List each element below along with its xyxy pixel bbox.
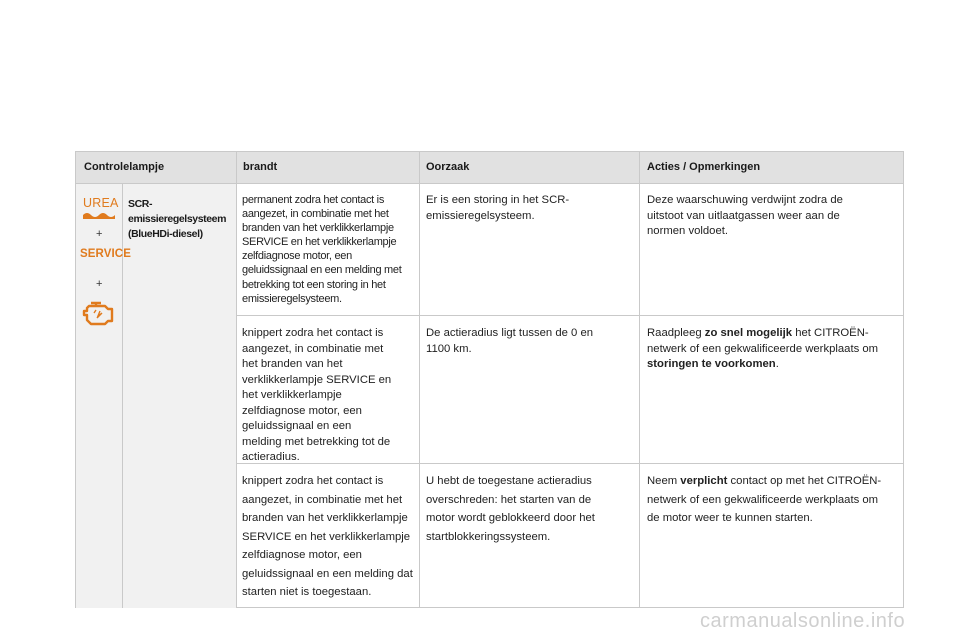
header-acties: Acties / Opmerkingen [647, 161, 761, 173]
header-controlelampje: Controlelampje [84, 161, 165, 173]
system-name: SCR-emissieregelsysteem (BlueHDi-diesel) [128, 198, 227, 240]
row3-oorzaak: U hebt de toegestane actieradius overschreden: het starten van de motor wordt geblokkeerd door het startblokkeringssysteem. [426, 475, 595, 543]
watermark: carmanualsonline.info [700, 610, 906, 632]
row2-oorzaak: De actieradius ligt tussen de 0 en 1100 km. [426, 327, 594, 355]
plus-sign: + [96, 278, 103, 290]
row2-brandt: knippert zodra het contact is aangezet, in combinatie met het branden van het verklikkerlampje SERVICE en het verklikkerlampje zelfdiagnose motor, een geluidssignaal en een melding met betrekking tot de actieradius. [242, 327, 392, 463]
header-brandt: brandt [243, 161, 278, 173]
row1-brandt: permanent zodra het contact is aangezet, in combinatie met het branden van het verklikkerlampje SERVICE en het verklikkerlampje zelfdiagnose motor, een geluidssignaal en een melding met betrekking tot een storing in het emissieregelsysteem. [242, 194, 402, 305]
row1-oorzaak: Er is een storing in het SCR-emissieregelsysteem. [426, 194, 570, 222]
urea-wave-icon [83, 211, 115, 219]
engine-check-icon [82, 298, 118, 326]
table-header-row [76, 152, 903, 184]
row3-brandt: knippert zodra het contact is aangezet, in combinatie met het branden van het verklikkerlampje SERVICE en het verklikkerlampje zelfdiagnose motor, een geluidssignaal en een melding dat starten niet is toegestaan. [242, 475, 413, 598]
row3-acties: Neem verplicht contact op met het CITROËN-netwerk of een gekwalificeerde werkplaats om de motor weer te kunnen starten. [647, 475, 882, 524]
row1-acties: Deze waarschuwing verdwijnt zodra de uitstoot van uitlaatgassen weer aan de normen voldoet. [647, 194, 843, 237]
plus-sign: + [96, 228, 103, 240]
urea-icon: UREA [83, 196, 119, 210]
warning-lights-table [75, 151, 904, 608]
system-name-column [122, 184, 236, 608]
row2-acties: Raadpleeg zo snel mogelijk het CITROËN-netwerk of een gekwalificeerde werkplaats om storingen te voorkomen. [647, 327, 879, 370]
service-icon: SERVICE [80, 248, 131, 260]
header-oorzaak: Oorzaak [426, 161, 470, 173]
